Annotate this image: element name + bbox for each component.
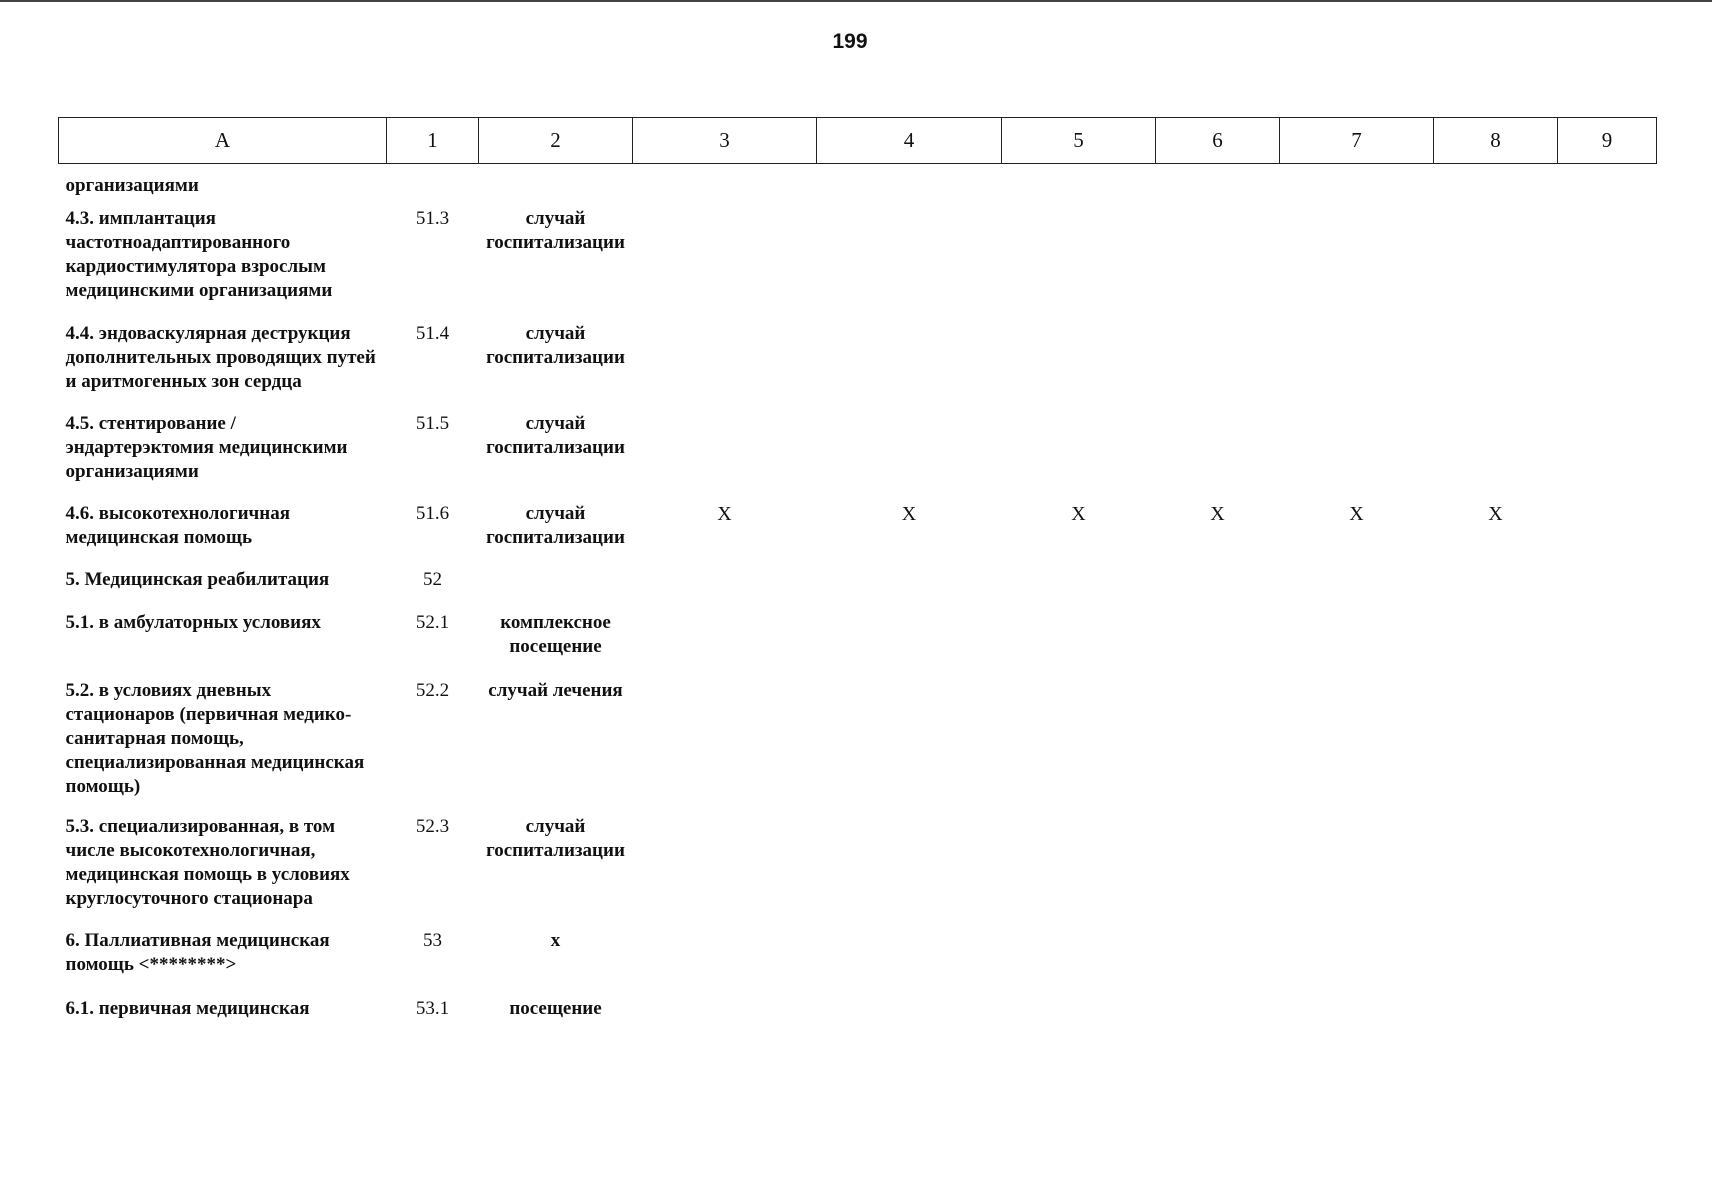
row-value-cell-col4 (817, 568, 1002, 611)
row-value-cell-col9 (1558, 207, 1657, 322)
row-value-cell-col3 (633, 322, 817, 412)
row-value-cell-col7: X (1349, 502, 1364, 525)
row-value-cell-col5 (1002, 207, 1156, 322)
row-code-cell: 51.5 (415, 412, 450, 434)
row-value-cell-col4 (817, 412, 1002, 502)
row-value-cell-col8 (1434, 412, 1558, 502)
table-row (59, 412, 1657, 502)
header-cell-8: 8 (1434, 118, 1558, 164)
row-value-cell-col5 (1002, 679, 1156, 815)
row-value-cell-col4 (817, 611, 1002, 679)
row-code-cell: 51.3 (415, 207, 450, 229)
row-name-cell: 4.5. стентирование / эндартерэктомия медицинскими организациями (65, 412, 348, 482)
row-value-cell-col3 (633, 679, 817, 815)
header-cell-a: A (59, 118, 387, 164)
row-name-cell: 4.4. эндоваскулярная деструкция дополнительных проводящих путей и аритмогенных зон сердца (65, 322, 376, 392)
row-value-cell-col6 (1156, 611, 1280, 679)
row-value-cell-col3 (633, 164, 817, 207)
row-value-cell-col3 (633, 412, 817, 502)
row-value-cell-col3 (633, 568, 817, 611)
row-value-cell-col7 (1280, 679, 1434, 815)
row-code-cell: 53 (423, 929, 442, 951)
row-value-cell-col8 (1434, 997, 1558, 1047)
row-value-cell-col3 (633, 997, 817, 1047)
row-name-cell: 6. Паллиативная медицинская помощь <********> (65, 929, 330, 975)
row-unit-cell: случай госпитализации (486, 412, 625, 458)
header-cell-6: 6 (1156, 118, 1280, 164)
table-row (59, 679, 1657, 815)
page-number: 199 (832, 30, 868, 53)
header-cell-7: 7 (1280, 118, 1434, 164)
row-value-cell-col6 (1156, 568, 1280, 611)
row-unit-cell: случай лечения (488, 679, 623, 701)
table-row (59, 164, 1657, 207)
row-value-cell-col7 (1280, 611, 1434, 679)
table-row (59, 929, 1657, 997)
row-value-cell-col3 (633, 815, 817, 929)
row-value-cell-col3 (633, 207, 817, 322)
row-unit-cell: случай госпитализации (486, 815, 625, 861)
row-value-cell-col6 (1156, 207, 1280, 322)
row-name-cell: 5.3. специализированная, в том числе высокотехнологичная, медицинская помощь в условиях круглосуточного стационара (65, 815, 350, 909)
row-value-cell-col7 (1280, 322, 1434, 412)
row-value-cell-col5 (1002, 568, 1156, 611)
row-value-cell-col5 (1002, 322, 1156, 412)
row-unit-cell (479, 164, 633, 207)
row-value-cell-col4 (817, 164, 1002, 207)
row-unit-cell: случай госпитализации (486, 207, 625, 253)
row-value-cell-col8: X (1488, 502, 1503, 525)
table-body (59, 164, 1657, 1047)
header-cell-1: 1 (387, 118, 479, 164)
row-value-cell-col9 (1558, 412, 1657, 502)
row-value-cell-col8 (1434, 929, 1558, 997)
header-cell-2: 2 (479, 118, 633, 164)
row-name-cell: 5. Медицинская реабилитация (65, 568, 330, 590)
row-value-cell-col6 (1156, 929, 1280, 997)
row-name-cell: 4.6. высокотехнологичная медицинская помощь (65, 502, 290, 548)
table-row (59, 815, 1657, 929)
row-value-cell-col5: X (1071, 502, 1086, 525)
row-value-cell-col4 (817, 997, 1002, 1047)
page-top-border (0, 0, 1712, 2)
table-row (59, 568, 1657, 611)
row-value-cell-col3 (633, 611, 817, 679)
row-value-cell-col5 (1002, 164, 1156, 207)
row-value-cell-col8 (1434, 322, 1558, 412)
row-name-cell: 5.1. в амбулаторных условиях (65, 611, 321, 633)
row-value-cell-col8 (1434, 207, 1558, 322)
row-value-cell-col6 (1156, 164, 1280, 207)
table-row (59, 997, 1657, 1047)
row-value-cell-col7 (1280, 997, 1434, 1047)
header-cell-4: 4 (817, 118, 1002, 164)
row-value-cell-col6 (1156, 679, 1280, 815)
row-name-cell: 4.3. имплантация частотноадаптированного кардиостимулятора взрослым медицинскими организациями (65, 207, 333, 301)
row-value-cell-col4 (817, 679, 1002, 815)
header-cell-5: 5 (1002, 118, 1156, 164)
row-value-cell-col6 (1156, 815, 1280, 929)
header-cell-3: 3 (633, 118, 817, 164)
row-unit-cell: комплексное посещение (500, 611, 611, 657)
row-value-cell-col4 (817, 322, 1002, 412)
row-value-cell-col9 (1558, 997, 1657, 1047)
row-name-cell: 6.1. первичная медицинская (65, 997, 310, 1019)
row-unit-cell: случай госпитализации (486, 502, 625, 548)
row-value-cell-col5 (1002, 929, 1156, 997)
row-value-cell-col9 (1558, 164, 1657, 207)
row-code-cell (387, 164, 479, 207)
row-value-cell-col6 (1156, 997, 1280, 1047)
row-value-cell-col7 (1280, 929, 1434, 997)
row-value-cell-col7 (1280, 412, 1434, 502)
row-name-cell: организациями (65, 175, 199, 196)
row-unit-cell: x (550, 929, 561, 951)
row-value-cell-col7 (1280, 164, 1434, 207)
row-value-cell-col3: X (717, 502, 732, 525)
row-code-cell: 53.1 (415, 997, 450, 1019)
row-value-cell-col8 (1434, 679, 1558, 815)
row-value-cell-col4: X (901, 502, 917, 525)
row-code-cell: 52.2 (415, 679, 450, 701)
table-row (59, 207, 1657, 322)
row-value-cell-col5 (1002, 611, 1156, 679)
row-value-cell-col6 (1156, 412, 1280, 502)
row-code-cell: 52.1 (415, 611, 450, 633)
row-value-cell-col4 (817, 929, 1002, 997)
row-value-cell-col5 (1002, 412, 1156, 502)
data-table (58, 117, 1657, 1047)
row-value-cell-col4 (817, 815, 1002, 929)
row-value-cell-col9 (1558, 322, 1657, 412)
row-unit-cell: случай госпитализации (486, 322, 625, 368)
row-value-cell-col7 (1280, 568, 1434, 611)
header-cell-9: 9 (1558, 118, 1657, 164)
row-value-cell-col8 (1434, 568, 1558, 611)
row-value-cell-col9 (1558, 611, 1657, 679)
row-name-cell: 5.2. в условиях дневных стационаров (первичная медико-санитарная помощь, специализированная медицинская помощь) (65, 679, 365, 797)
row-value-cell-col3 (633, 929, 817, 997)
row-value-cell-col9 (1558, 929, 1657, 997)
row-value-cell-col6: X (1210, 502, 1225, 525)
row-value-cell-col5 (1002, 997, 1156, 1047)
row-unit-cell: посещение (509, 997, 602, 1019)
row-value-cell-col9 (1558, 815, 1657, 929)
row-value-cell-col9 (1558, 679, 1657, 815)
row-code-cell: 51.4 (415, 322, 450, 344)
row-value-cell-col4 (817, 207, 1002, 322)
row-code-cell: 52.3 (415, 815, 450, 837)
table-row (59, 611, 1657, 679)
row-unit-cell (479, 568, 633, 611)
row-code-cell: 51.6 (415, 502, 450, 524)
row-value-cell-col5 (1002, 815, 1156, 929)
row-value-cell-col8 (1434, 815, 1558, 929)
table-row (59, 502, 1657, 568)
row-value-cell-col7 (1280, 207, 1434, 322)
row-value-cell-col8 (1434, 611, 1558, 679)
row-value-cell-col9 (1558, 502, 1657, 568)
row-value-cell-col9 (1558, 568, 1657, 611)
header-row (59, 118, 1657, 164)
row-value-cell-col7 (1280, 815, 1434, 929)
row-value-cell-col8 (1434, 164, 1558, 207)
row-code-cell: 52 (423, 568, 442, 590)
row-value-cell-col6 (1156, 322, 1280, 412)
table-row (59, 322, 1657, 412)
